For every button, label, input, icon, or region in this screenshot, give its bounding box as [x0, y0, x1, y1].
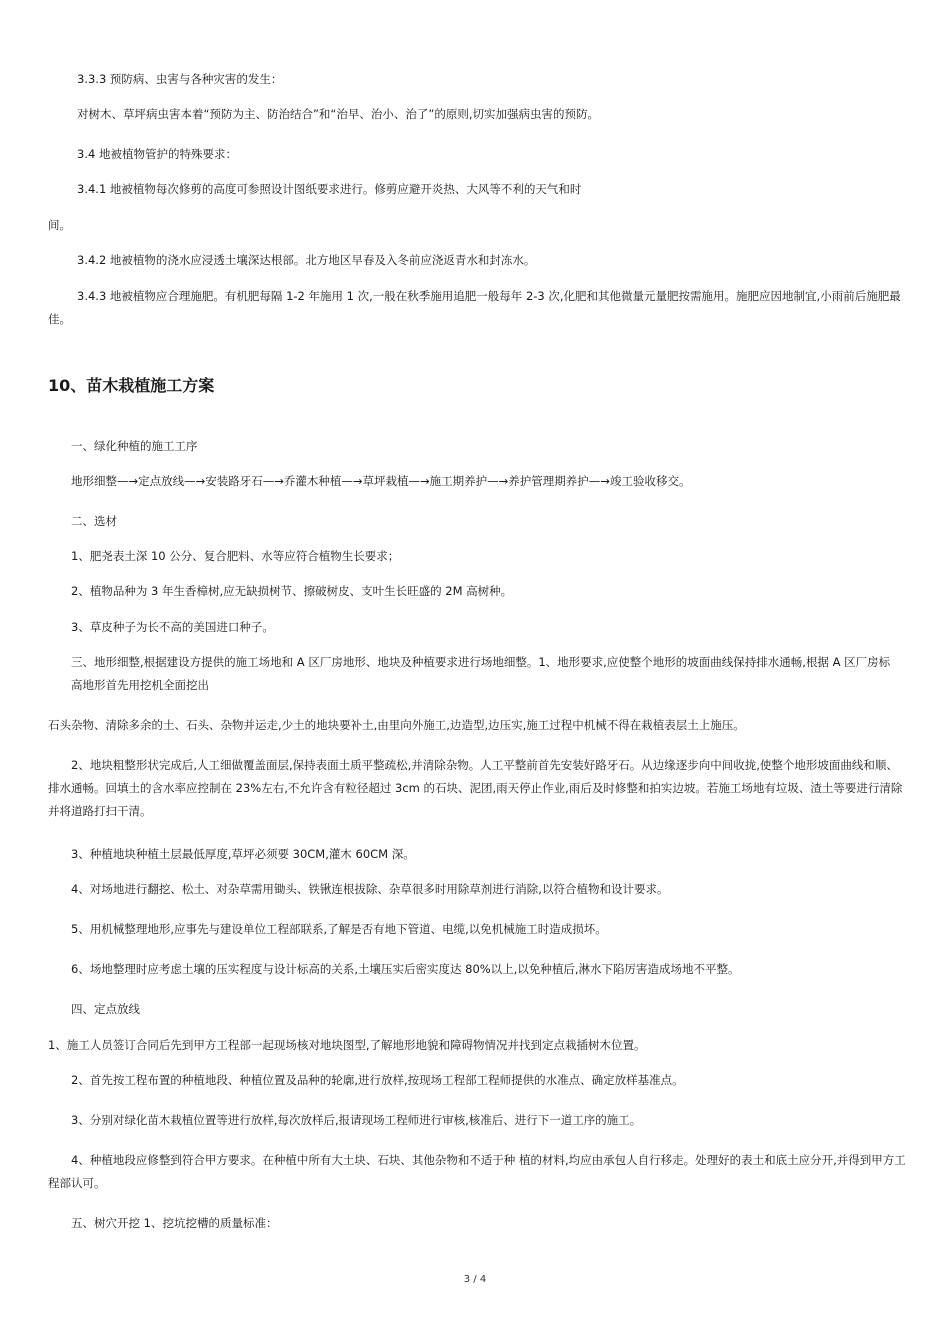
- part3-item2: 2、地块粗整形状完成后,人工细做覆盖面层,保持表面土质平整疏松,并清除杂物。人工平整前首先安装好路牙石。从边缘逐步向中间收拢,使整个地形坡面曲线和顺、排水通畅。回填土的含水率应控制在 23%左右,不允许含有粒径超过 3cm 的石块、泥团,雨天停止作业,雨后及时修整和拍实边坡。若施工场地有垃圾、渣土等要进行清除并将道路打扫干清。: [48, 758, 903, 818]
- part2-title: 二、选材: [71, 514, 117, 528]
- part3-item3: 3、种植地块种植土层最低厚度,草坪必须要 30CM,灌木 60CM 深。: [71, 847, 415, 861]
- part4-title: 四、定点放线: [71, 1002, 140, 1016]
- part4-item2: 2、首先按工程布置的种植地段、种植位置及品种的轮廓,进行放样,按现场工程部工程师提供的水准点、确定放样基准点。: [71, 1073, 684, 1087]
- part3-continuation: 石头杂物、清除多余的土、石头、杂物并运走,少土的地块要补土,由里向外施工,边造型,边压实,施工过程中机械不得在栽植表层土上施压。: [48, 718, 745, 732]
- part3-item5: 5、用机械整理地形,应事先与建设单位工程部联系,了解是否有地下管道、电缆,以免机械施工时造成损坏。: [71, 922, 607, 936]
- para-3-4-1-line2: 间。: [48, 218, 71, 232]
- para-3-4-1-line1: 3.4.1 地被植物每次修剪的高度可参照设计图纸要求进行。修剪应避开炎热、大风等不利的天气和时: [77, 182, 582, 196]
- part1-title: 一、绿化种植的施工工序: [71, 439, 198, 453]
- para-3-3-3-title: 3.3.3 预防病、虫害与各种灾害的发生：: [77, 72, 283, 86]
- part4-item3: 3、分别对绿化苗木栽植位置等进行放样,每次放样后,报请现场工程师进行审核,核准后、进行下一道工序的施工。: [71, 1113, 642, 1127]
- section-heading: 10、苗木栽植施工方案: [48, 376, 215, 395]
- part5-title: 五、树穴开挖 1、挖坑挖槽的质量标准：: [71, 1216, 278, 1230]
- part3-intro: 三、地形细整,根据建设方提供的施工场地和 A 区厂房地形、地块及种植要求进行场地细整。1、地形要求,应使整个地形的坡面曲线保持排水通畅,根据 A 区厂房标高地形首先用挖机全面挖出: [71, 655, 891, 692]
- para-3-3-3-body: 对树木、草坪病虫害本着“预防为主、防治结合”和“治早、治小、治了”的原则,切实加强病虫害的预防。: [77, 107, 599, 121]
- para-3-4-title: 3.4 地被植物管护的特殊要求：: [77, 147, 237, 161]
- part4-item4: 4、种植地段应修整到符合甲方要求。在种植中所有大土块、石块、其他杂物和不适于种 植的材料,均应由承包人自行移走。处理好的表土和底土应分开,并得到甲方工程部认可。: [48, 1153, 906, 1190]
- part3-item4: 4、对场地进行翻挖、松土、对杂草需用锄头、铁锹连根拔除、杂草很多时用除草剂进行消除,以符合植物和设计要求。: [71, 882, 669, 896]
- para-3-4-2: 3.4.2 地被植物的浇水应浸透土壤深达根部。北方地区早春及入冬前应浇返青水和封冻水。: [77, 253, 536, 267]
- part1-flow: 地形细整—→定点放线—→安装路牙石—→乔灌木种植—→草坪栽植—→施工期养护—→养护管理期养护—→竣工验收移交。: [71, 474, 691, 488]
- page-number: 3 / 4: [463, 1274, 487, 1285]
- part4-item1: 1、施工人员签订合同后先到甲方工程部一起现场核对地块图型,了解地形地貌和障碍物情况并找到定点栽插树木位置。: [48, 1038, 646, 1052]
- part2-item3: 3、草皮种子为长不高的美国进口种子。: [71, 620, 274, 634]
- part3-item6: 6、场地整理时应考虑土壤的压实程度与设计标高的关系,土壤压实后密实度达 80%以上,以免种植后,淋水下陷厉害造成场地不平整。: [71, 962, 740, 976]
- part2-item2: 2、植物品种为 3 年生香樟树,应无缺损树节、擦破树皮、支叶生长旺盛的 2M 高树种。: [71, 584, 513, 598]
- para-3-4-3: 3.4.3 地被植物应合理施肥。有机肥每隔 1-2 年施用 1 次,一般在秋季施用追肥一般每年 2-3 次,化肥和其他微量元量肥按需施用。施肥应因地制宜,小雨前后施肥最佳。: [48, 289, 901, 326]
- part2-item1: 1、肥尧表土深 10 公分、复合肥料、水等应符合植物生长要求；: [71, 549, 400, 563]
